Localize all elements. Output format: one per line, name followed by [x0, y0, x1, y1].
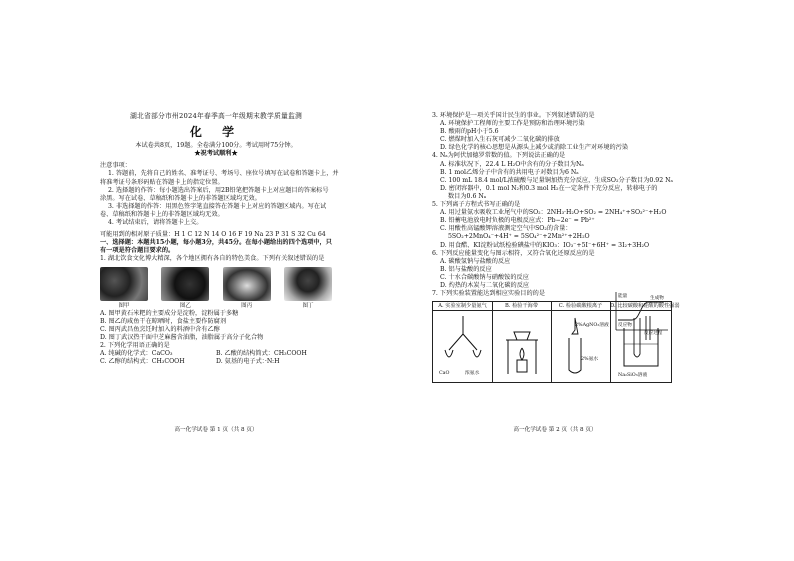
- label-ammonia: 浓氨水: [465, 371, 480, 377]
- q7-head: C. 检验碳酸根离子: [551, 302, 610, 311]
- q4-option-cont: 数目为0.6 Nₐ: [448, 192, 487, 200]
- q2-option: A. 纯碱的化学式：CaCO₃: [100, 350, 173, 358]
- product-label: 生成物: [650, 296, 664, 301]
- q3-option: C. 燃煤时加入生石灰可减少二氧化碳的排放: [440, 136, 560, 144]
- q2-option-row: [100, 350, 332, 358]
- q7-cell-a: [433, 302, 493, 382]
- q1-option: A. 图甲黄石米粑的主要成分是淀粉，淀粉属于多糖: [100, 309, 239, 317]
- school-title: 湖北省部分市州2024年春季高一年级期末教学质量监测: [129, 112, 303, 120]
- atomic-masses: 可能用到的相对原子质量：H 1 C 12 N 14 O 16 F 19 Na 23 P 31 S 32 Cu 64: [100, 231, 326, 239]
- q7-cell-b: [492, 302, 552, 382]
- notes-title: 注意事项：: [100, 162, 131, 170]
- x-axis-label: 反应过程: [644, 331, 663, 336]
- q7-cell-c: [551, 302, 611, 382]
- note-line: 涂黑。写在试卷、草稿纸和答题卡上的非答题区域均无效。: [100, 194, 261, 202]
- question-4-stem: 4. Nₐ为阿伏加德罗常数的值。下列说法正确的是: [432, 152, 566, 160]
- question-6-stem: 6. 下列反应能量变化与图示相符，又符合氧化还原反应的是: [432, 249, 595, 257]
- y-axis-label: 能量: [618, 294, 628, 299]
- q6-option: B. 铝与盐酸的反应: [440, 265, 492, 273]
- q7-head: D. 比较碳酸和硅酸的酸性强弱: [610, 303, 680, 310]
- q5-option: B. 铅蓄电池放电时负极的电极反应式：Pb−2e⁻ = Pb²⁺: [440, 217, 595, 225]
- question-3-stem: 3. 环境保护是一项关乎国计民生的事业。下列叙述错误的是: [432, 112, 595, 119]
- q1-option: D. 图丁武汉热干面中芝麻酱含油脂，油脂属于高分子化合物: [100, 333, 264, 341]
- ammonia-apparatus-icon: [439, 316, 487, 376]
- q3-option: A. 环境保护工程师的主要工作是预防和治理环境污染: [440, 120, 585, 128]
- q2-option: D. 氨基的电子式：·N:H: [216, 358, 280, 366]
- question-1-stem: 1. 湖北饮食文化博大精深，各个地区拥有各自的特色美食。下列有关叙述错误的是: [100, 255, 325, 263]
- q4-option: C. 100 mL 18.4 mol/L浓硫酸与足量铜加热充分反应，生成SO₂分子数目为0.92 Nₐ: [440, 176, 673, 184]
- page-footer: 高一化学试卷 第 1 页（共 8 页）: [174, 427, 258, 433]
- q7-head: A. 实验室制少量氨气: [433, 302, 492, 311]
- q2-option-row: [100, 358, 332, 366]
- burner-crucible-icon: [500, 314, 544, 378]
- q2-option: C. 乙醇的结构式：CH₃COOH: [100, 358, 185, 366]
- note-line: 卷、草稿纸和答题卡上的非答题区域均无效。: [100, 210, 224, 218]
- q5-option-cont: 5SO₂+2MnO₄⁻+4H⁺ = 5SO₄²⁻+2Mn²⁺+2H₂O: [448, 233, 590, 241]
- q6-option: D. 灼热的木炭与二氧化碳的反应: [440, 281, 530, 289]
- q5-option: A. 用过量氨水吸收工业尾气中的SO₂：2NH₃·H₂O+SO₂ = 2NH₄⁺+SO₃²⁻+H₂O: [440, 209, 667, 217]
- q3-option: D. 绿色化学的核心思想是从源头上减少或消除工业生产对环境的污染: [440, 144, 629, 152]
- label-silicate: Na₂SiO₃溶液: [618, 373, 648, 379]
- good-luck-text: ★祝考试顺利★: [194, 150, 238, 158]
- question-2-stem: 2. 下列化学用语正确的是: [100, 341, 170, 349]
- q5-option: C. 用酸性高锰酸钾溶液测定空气中SO₂的含量：: [440, 225, 572, 233]
- label-cao: CaO: [439, 371, 450, 377]
- exam-info: 本试卷共8页，19题。全卷满分100分。考试用时75分钟。: [135, 142, 297, 150]
- note-line: 2. 选择题的作答：每小题选出答案后，用2B铅笔把答题卡上对应题目的答案标号: [108, 186, 329, 194]
- label-aqueous-ammonia: 2%氨水: [581, 357, 599, 363]
- section-one-heading-cont: 有一项是符合题目要求的。: [100, 247, 175, 255]
- note-line: 4. 考试结束后，请将答题卡上交。: [108, 219, 203, 227]
- q7-apparatus-table: [432, 301, 680, 383]
- q7-head: B. 检验干海带: [492, 302, 551, 311]
- q6-option: C. 十水合碳酸钠与硝酸铵的反应: [440, 273, 529, 281]
- note-line: 将准考证号条形码贴在答题卡上的指定位置。: [100, 178, 224, 186]
- photo-caption: 图丁: [302, 302, 314, 309]
- section-one-heading: 一、选择题：本题共15小题，每小题3分，共45分。在每小题给出的四个选项中，只: [100, 239, 332, 247]
- q1-option: C. 图丙武昌鱼烹饪时加入的料酒中含有乙醇: [100, 325, 220, 333]
- q2-option: B. 乙酸的结构简式：CH₃COOH: [216, 350, 307, 358]
- note-line: 1. 答题前，先将自己的姓名、准考证号、考场号、座位号填写在试卷和答题卡上，并: [108, 170, 339, 178]
- photo-caption: 图乙: [179, 302, 191, 309]
- food-photo-ding: [284, 267, 332, 301]
- q1-caption-row: [100, 302, 332, 310]
- q4-option: D. 密闭容器中，0.1 mol N₂和0.3 mol H₂在一定条件下充分反应，转移电子的: [440, 184, 658, 192]
- subject-title: 化 学: [189, 125, 243, 140]
- q4-option: A. 标准状况下，22.4 L H₂O中含有的分子数目为Nₐ: [440, 160, 584, 168]
- q6-option: A. 碳酸氢钠与盐酸的反应: [440, 257, 511, 265]
- exam-page-1: [100, 112, 339, 442]
- exam-page-2: [432, 112, 678, 442]
- food-photo-jia: [100, 267, 148, 301]
- food-photo-bing: [223, 267, 271, 301]
- food-photo-yi: [161, 267, 209, 301]
- page-footer: 高一化学试卷 第 2 页（共 8 页）: [513, 427, 597, 433]
- question-5-stem: 5. 下列离子方程式书写正确的是: [432, 201, 521, 209]
- question-7-stem: 7. 下列实验装置能达到相应实验目的的是: [432, 290, 546, 298]
- photo-caption: 图丙: [241, 302, 253, 309]
- reactant-label: 反应物: [618, 323, 632, 328]
- q1-option: B. 图乙的咸鱼干在晾晒时，食盐主要作防腐剂: [100, 317, 227, 325]
- label-agno3: 2%AgNO₃溶液: [575, 323, 609, 329]
- q3-option: B. 酸雨的pH小于5.6: [440, 128, 499, 136]
- q1-photo-row: [100, 267, 332, 301]
- q7-cell-d: [610, 302, 680, 382]
- note-line: 3. 非选择题的作答：用黑色签字笔直接答在答题卡上对应的答题区域内。写在试: [108, 202, 327, 210]
- beaker-tube-icon: [616, 314, 666, 370]
- q4-option: B. 1 mol乙烯分子中含有的共用电子对数目为6 Nₐ: [440, 168, 579, 176]
- q5-option: D. 用食醋、KI淀粉试纸检验碘盐中的KIO₃：IO₃⁻+5I⁻+6H⁺ = 3I₂+3H₂O: [440, 241, 650, 249]
- photo-caption: 图甲: [118, 302, 130, 309]
